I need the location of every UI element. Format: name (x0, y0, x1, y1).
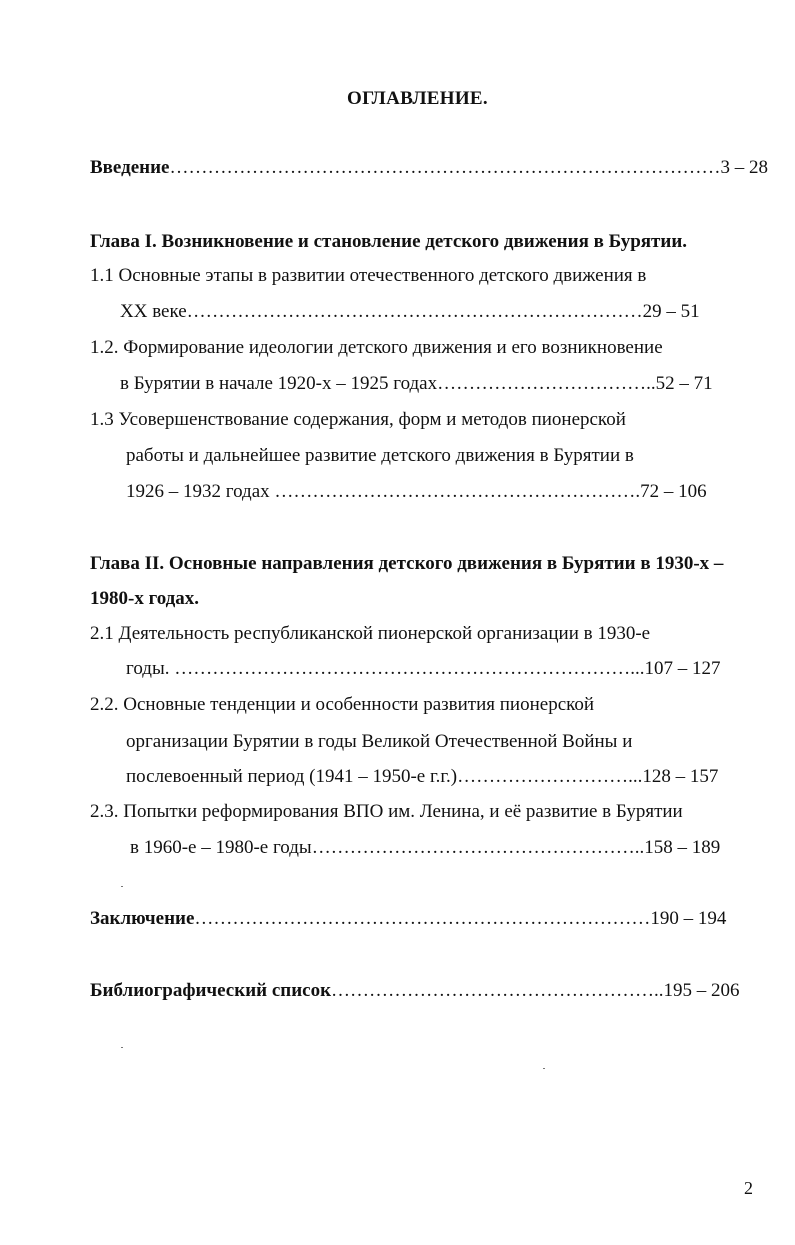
toc-entry-1-3-line-1: 1.3 Усовершенствование содержания, форм и методов пионерской (90, 409, 626, 430)
toc-entry-1-3-line-2: работы и дальнейшее развитие детского движения в Бурятии в (126, 445, 634, 466)
toc-entry-1-2-line-1: 1.2. Формирование идеологии детского движения и его возникновение (90, 337, 663, 358)
toc-entry-label: Библиографический список (90, 980, 332, 1001)
scan-speck (543, 1068, 545, 1069)
toc-entry-2-1-line-1: 2.1 Деятельность республиканской пионерской организации в 1930-е (90, 623, 651, 644)
scan-speck (121, 886, 123, 887)
toc-entry-dots: ……………………………………………..195 – 206 (331, 980, 740, 1001)
toc-entry-conclusion (90, 907, 726, 931)
toc-entry-2-1-line-2: годы. ………………………………………………………………...107 – 127 (126, 658, 721, 679)
toc-entry-2-3-line-1: 2.3. Попытки реформирования ВПО им. Ленина, и её развитие в Бурятии (90, 801, 683, 822)
chapter-1-heading: Глава I. Возникновение и становление детского движения в Бурятии. (90, 231, 688, 252)
toc-entry-2-2-line-2: организации Бурятии в годы Великой Отечественной Войны и (126, 731, 633, 752)
toc-entry-2-2-line-3: послевоенный период (1941 – 1950-е г.г.)………………………...128 – 157 (126, 766, 719, 787)
toc-entry-dots: ………………………………………………………………190 – 194 (194, 908, 727, 929)
toc-entry-1-3-line-3: 1926 – 1932 годах ………………………………………………….72 – 106 (126, 481, 707, 502)
chapter-2-heading-line-1: Глава II. Основные направления детского движения в Бурятии в 1930-х – (90, 553, 724, 574)
chapter-2-heading-line-2: 1980-х годах. (90, 588, 200, 609)
toc-entry-bibliography (90, 979, 740, 1003)
toc-entry-2-2-line-1: 2.2. Основные тенденции и особенности развития пионерской (90, 694, 595, 715)
toc-entry-1-1-line-1: 1.1 Основные этапы в развитии отечественного детского движения в (90, 265, 647, 286)
toc-entry-label: Заключение (90, 908, 195, 929)
toc-entry-label: Введение (90, 157, 170, 178)
toc-entry-range: – 28 (730, 157, 768, 178)
scan-speck (121, 1047, 123, 1048)
toc-entry-1-1-line-2: XX веке………………………………………………………………29 – 51 (120, 301, 700, 322)
toc-entry-2-3-line-2: в 1960-е – 1980-е годы……………………………………………..158 – 189 (130, 837, 721, 858)
toc-entry-1-2-line-2: в Бурятии в начале 1920-х – 1925 годах……………………………..52 – 71 (120, 373, 713, 394)
toc-entry-introduction (90, 156, 768, 180)
page-title: ОГЛАВЛЕНИЕ. (347, 88, 488, 109)
page-number: 2 (744, 1178, 753, 1198)
toc-entry-dots: ……………………………………………………………………………3 (169, 157, 730, 178)
